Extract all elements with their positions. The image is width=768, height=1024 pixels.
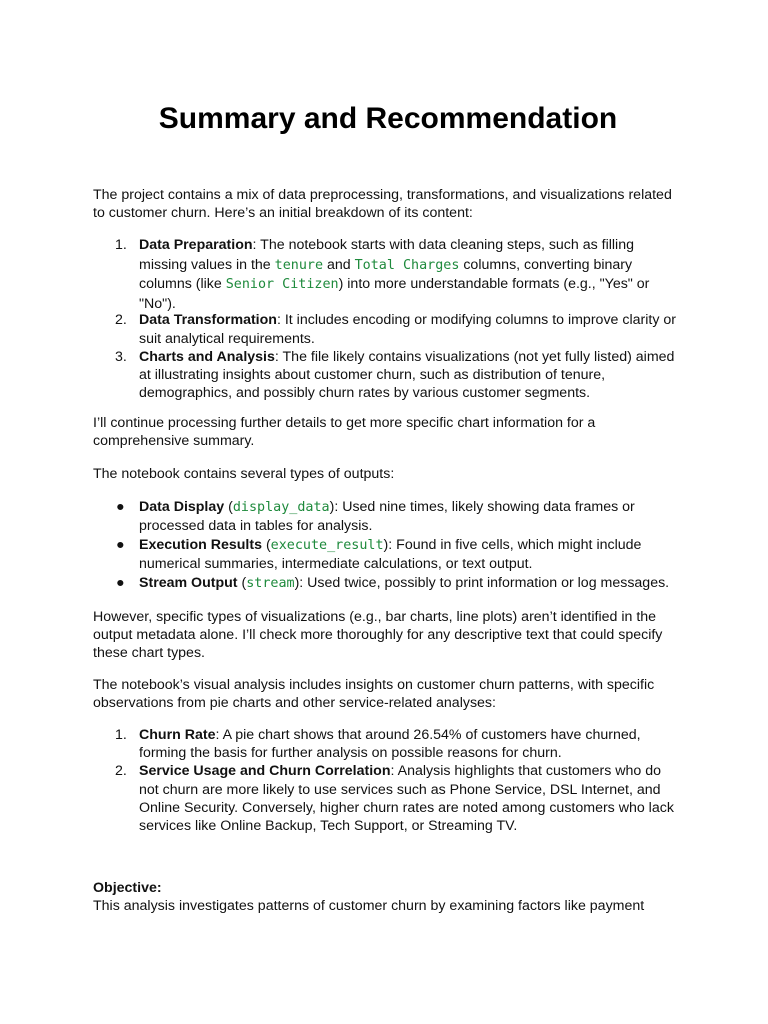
item-heading: Stream Output — [139, 575, 238, 591]
code-span: execute_result — [270, 538, 384, 553]
list-item: 2. Service Usage and Churn Correlation: Analysis highlights that customers who do not churn are more likely to use services such as Phone Service, DSL Internet, and Online Security. Conversely, higher churn rates are noted among customers who lack services like Online Backup, Tech Support, or Streaming TV. — [115, 763, 674, 835]
code-span: stream — [246, 576, 295, 591]
code-span: Total Charges — [354, 257, 460, 273]
list-number: 1. — [115, 237, 127, 253]
item-heading: Data Transformation — [139, 312, 277, 329]
item-heading: Service Usage and Churn Correlation — [139, 763, 391, 780]
item-heading: Data Preparation — [139, 237, 253, 253]
code-span: display_data — [232, 500, 330, 515]
code-span: Senior Citizen — [225, 277, 339, 293]
bullet-icon: ● — [116, 537, 125, 553]
list-item: ● Stream Output (stream): Used twice, possibly to print information or log messages. — [116, 575, 670, 591]
list-number: 1. — [115, 727, 127, 743]
objective-section — [93, 879, 683, 915]
intro-paragraph: The project contains a mix of data preprocessing, transformations, and visualizations related to customer churn. Here’s an initial breakdown of its content: — [93, 187, 672, 222]
continue-paragraph: I’ll continue processing further details to get more specific chart information for a comprehensive summary. — [93, 415, 596, 450]
objective-label: Objective: — [93, 880, 162, 896]
objective-text: This analysis investigates patterns of customer churn by examining factors like payment — [93, 898, 645, 915]
outputs-list — [93, 498, 683, 593]
list-item: ● Execution Results (execute_result): Found in five cells, which might include numerical summaries, intermediate calculations, or text output. — [116, 537, 642, 572]
page-title: Summary and Recommendation — [158, 102, 618, 135]
item-heading: Churn Rate — [139, 727, 216, 743]
item-heading: Charts and Analysis — [139, 348, 275, 365]
code-span: tenure — [274, 257, 324, 273]
item-heading: Data Display — [139, 499, 225, 515]
bullet-icon: ● — [116, 575, 125, 591]
list-item: 3. Charts and Analysis: The file likely contains visualizations (not yet fully listed) aimed at illustrating insights about customer churn, such as distribution of tenure, demographics, and possibly churn rates by various customer segments. — [115, 348, 675, 402]
however-paragraph: However, specific types of visualizations (e.g., bar charts, line plots) aren’t identified in the output metadata alone. I’ll check more thoroughly for any descriptive text that could specify these chart types. — [93, 609, 663, 662]
list-number: 2. — [115, 312, 127, 329]
visual-intro-paragraph: The notebook’s visual analysis includes insights on customer churn patterns, with specific observations from pie charts and other service-related analyses: — [93, 677, 655, 712]
outputs-intro: The notebook contains several types of outputs: — [93, 466, 395, 482]
insights-list — [93, 726, 683, 835]
list-item: ● Data Display (display_data): Used nine times, likely showing data frames or processed data in tables for analysis. — [116, 499, 635, 534]
list-number: 3. — [115, 348, 127, 365]
list-item: 2. Data Transformation: It includes encoding or modifying columns to improve clarity or suit analytical requirements. — [115, 312, 676, 347]
list-number: 2. — [115, 763, 127, 780]
breakdown-list — [93, 236, 683, 402]
item-heading: Execution Results — [139, 537, 262, 553]
bullet-icon: ● — [116, 499, 125, 515]
list-item: 1. Data Preparation: The notebook starts with data cleaning steps, such as filling missing values in the tenure and Total Charges columns, converting binary columns (like Senior Citizen) into more understandable formats (e.g., "Yes" or "No"). — [115, 237, 650, 312]
list-item: 1. Churn Rate: A pie chart shows that around 26.54% of customers have churned, forming the basis for further analysis on possible reasons for churn. — [115, 727, 641, 762]
